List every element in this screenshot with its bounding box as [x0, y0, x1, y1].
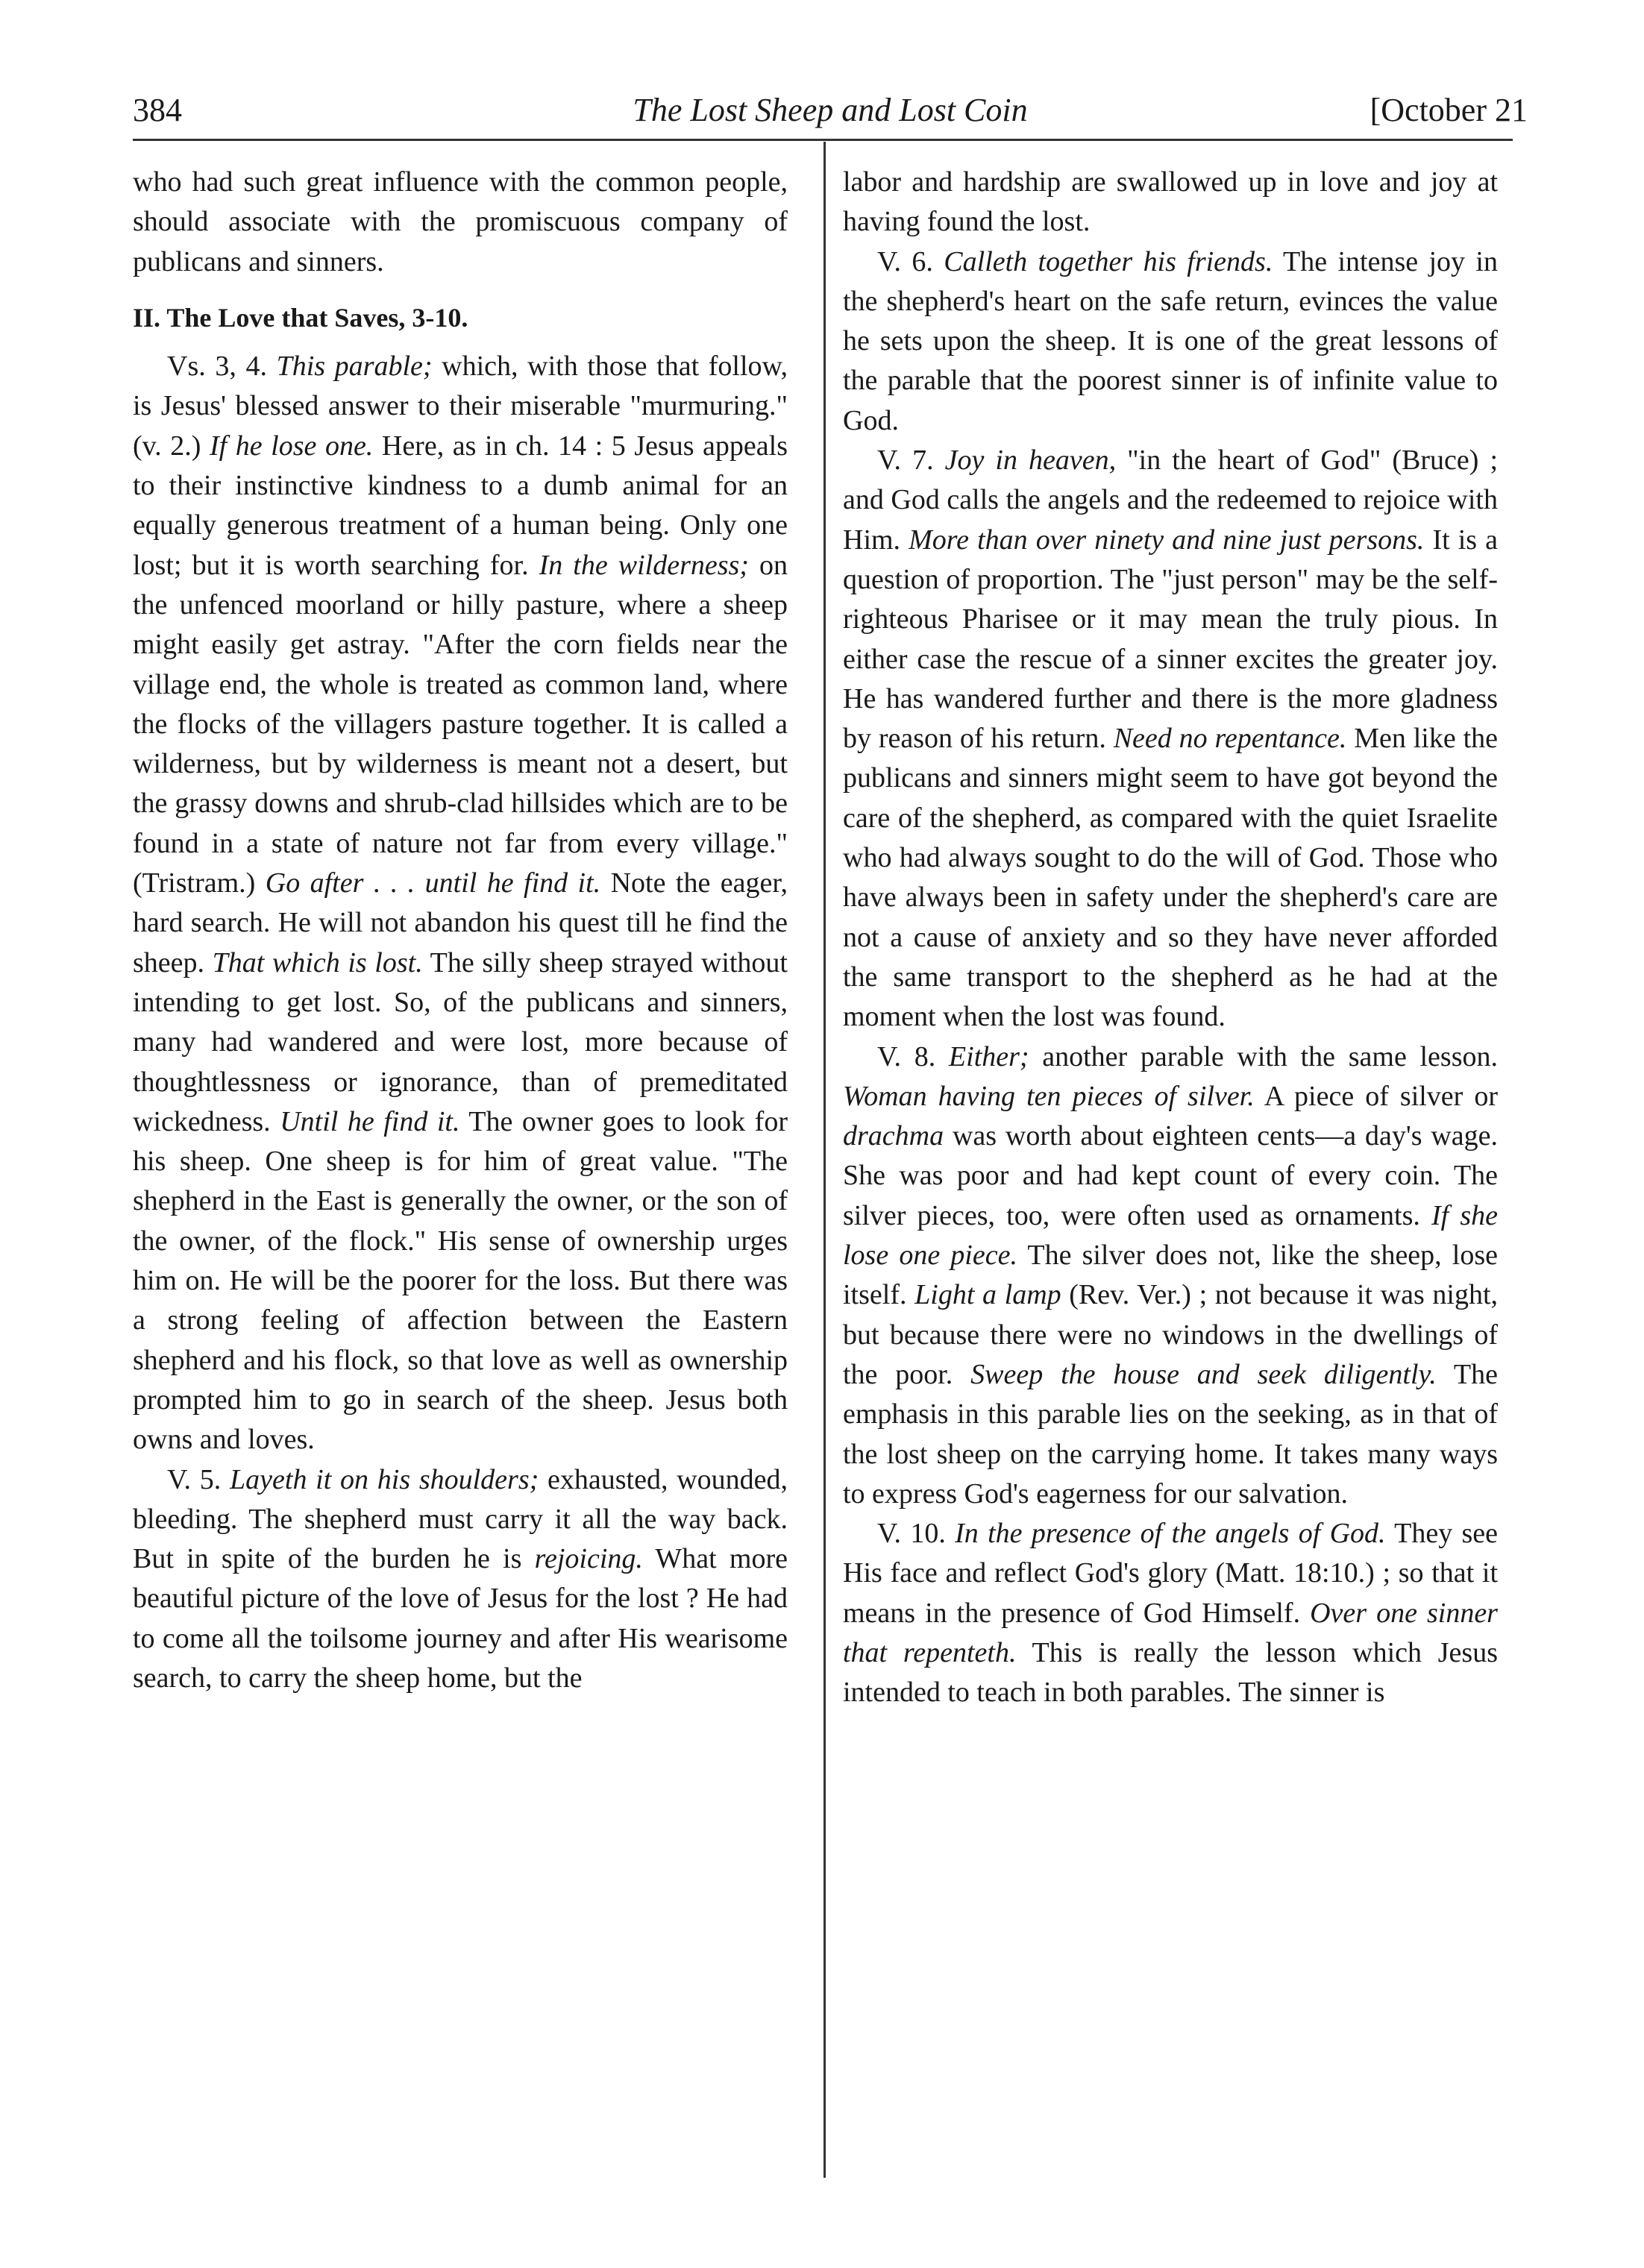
right-column — [843, 163, 1498, 2176]
emphasis: This parable; — [276, 351, 433, 383]
text: The silly sheep strayed without intending to get lost. So, of the publicans and sinners, many had wandered and were lost, more because of thoughtlessness or ignorance, than of premeditated wickedness. — [133, 946, 788, 1137]
text: This is really the lesson which Jesus intended to teach in both parables. The sinner is — [843, 1636, 1498, 1709]
verse-ref: V. 7. — [877, 445, 945, 477]
text: "in the heart of God" (Bruce) ; and God calls the angels and the redeemed to rejoice with Him. — [843, 445, 1498, 556]
header-rule — [133, 139, 1513, 141]
emphasis: rejoicing. — [534, 1543, 643, 1575]
text: What more beautiful picture of the love of Jesus for the lost ? He had to come all the toilsome journey and after His wearisome search, to carry the sheep home, but the — [133, 1543, 788, 1694]
emphasis: Over one sinner that repenteth. — [843, 1597, 1498, 1668]
text: which, with those that follow, is Jesus' blessed answer to their miserable "murmuring." (v. 2.) — [133, 351, 788, 462]
emphasis: Go after . . . until he find it. — [265, 867, 601, 899]
text: Note the eager, hard search. He will not abandon his quest till he find the sheep. — [133, 867, 788, 978]
emphasis: Light a lamp — [914, 1279, 1061, 1311]
emphasis: In the presence of the angels of God. — [955, 1518, 1386, 1550]
paragraph: who had such great influence with the common people, should associate with the promiscuous company of publicans and sinners. — [133, 166, 788, 277]
verse-ref: V. 5. — [167, 1463, 230, 1495]
text: The silver does not, like the sheep, lose itself. — [843, 1240, 1498, 1311]
running-header — [133, 91, 1528, 136]
text: another parable with the same lesson. — [1029, 1040, 1498, 1072]
text: was worth about eighteen cents—a day's wage. She was poor and had kept count of every coin. The silver pieces, too, were often used as ornaments. — [843, 1120, 1498, 1231]
running-date: [October 21 — [1370, 92, 1528, 128]
text: Here, as in ch. 14 : 5 Jesus appeals to their instinctive kindness to a dumb animal for an equally generous treatment of a human being. Only one lost; but it is worth searching for. — [133, 430, 788, 581]
text: (Rev. Ver.) ; not because it was night, but because there were no windows in the dwellings of the poor. — [843, 1279, 1498, 1390]
left-column — [133, 163, 788, 2176]
emphasis: Woman having ten pieces of silver. — [843, 1080, 1255, 1112]
emphasis: If he lose one. — [209, 430, 374, 462]
paragraph — [133, 347, 788, 1460]
emphasis: Calleth together his friends. — [944, 245, 1273, 277]
section-heading: II. The Love that Saves, 3-10. — [133, 302, 468, 333]
text: A piece of silver or — [1254, 1080, 1498, 1112]
page-number: 384 — [133, 92, 182, 128]
paragraph: labor and hardship are swallowed up in love and joy at having found the lost. — [843, 166, 1498, 238]
emphasis: drachma — [843, 1120, 944, 1152]
verse-ref: V. 10. — [877, 1518, 956, 1550]
emphasis: Either; — [948, 1040, 1029, 1072]
verse-ref: Vs. 3, 4. — [167, 351, 277, 383]
emphasis: If she lose one piece. — [843, 1199, 1498, 1272]
emphasis: Need no repentance. — [1113, 723, 1347, 755]
verse-ref: V. 6. — [877, 245, 944, 277]
paragraph — [843, 242, 1498, 441]
text: on the unfenced moorland or hilly pasture, where a sheep might easily get astray. "After the corn fields near the village end, the whole is treated as common land, where the flocks of the villagers pasture together. It is called a wilderness, but by wilderness is meant not a desert, but the grassy downs and shrub-clad hillsides which are to be found in a state of nature not far from every village." (Tristram.) — [133, 549, 788, 899]
emphasis: More than over ninety and nine just persons. — [909, 524, 1425, 556]
paragraph — [133, 1460, 788, 1699]
paragraph — [843, 441, 1498, 1037]
text: They see His face and reflect God's glory (Matt. 18:10.) ; so that it means in the presence of God Himself. — [843, 1518, 1499, 1629]
emphasis: Joy in heaven, — [944, 445, 1117, 477]
text: The emphasis in this parable lies on the seeking, as in that of the lost sheep on the carrying home. It takes many ways to express God's eagerness for our salvation. — [843, 1358, 1499, 1510]
emphasis: Until he find it. — [280, 1105, 460, 1137]
paragraph — [843, 1514, 1498, 1712]
emphasis: That which is lost. — [212, 946, 423, 978]
text: exhausted, wounded, bleeding. The shepherd must carry it all the way back. But in spite of the burden he is — [133, 1463, 788, 1575]
emphasis: Layeth it on his shoulders; — [230, 1463, 539, 1495]
column-divider — [823, 142, 826, 2178]
verse-ref: V. 8. — [877, 1040, 949, 1072]
paragraph — [843, 1037, 1498, 1515]
text: It is a question of proportion. The "just person" may be the self-righteous Pharisee or it may mean the truly pious. In either case the rescue of a sinner excites the greater joy. He has wandered further and there is the more gladness by reason of his return. — [843, 524, 1498, 755]
emphasis: Sweep the house and seek diligently. — [970, 1358, 1437, 1390]
emphasis: In the wilderness; — [539, 549, 749, 581]
text: The intense joy in the shepherd's heart on the safe return, evinces the value he sets upon the sheep. It is one of the great lessons of the parable that the poorest sinner is of infinite value to God. — [843, 245, 1498, 436]
text: Men like the publicans and sinners might seem to have got beyond the care of the shepherd, as compared with the quiet Israelite who had always sought to do the will of God. Those who have always been in safety under the shepherd's care are not a cause of anxiety and so they have never afforded the same transport to the shepherd as he had at the moment when the lost was found. — [843, 723, 1498, 1033]
text: The owner goes to look for his sheep. One sheep is for him of great value. "The shepherd in the East is generally the owner, or the son of the owner, of the flock." His sense of ownership urges him on. He will be the poorer for the loss. But there was a strong feeling of affection between the Eastern shepherd and his flock, so that love as well as ownership prompted him to go in search of the sheep. Jesus both owns and loves. — [133, 1105, 788, 1456]
running-title: The Lost Sheep and Lost Coin — [633, 92, 1028, 128]
